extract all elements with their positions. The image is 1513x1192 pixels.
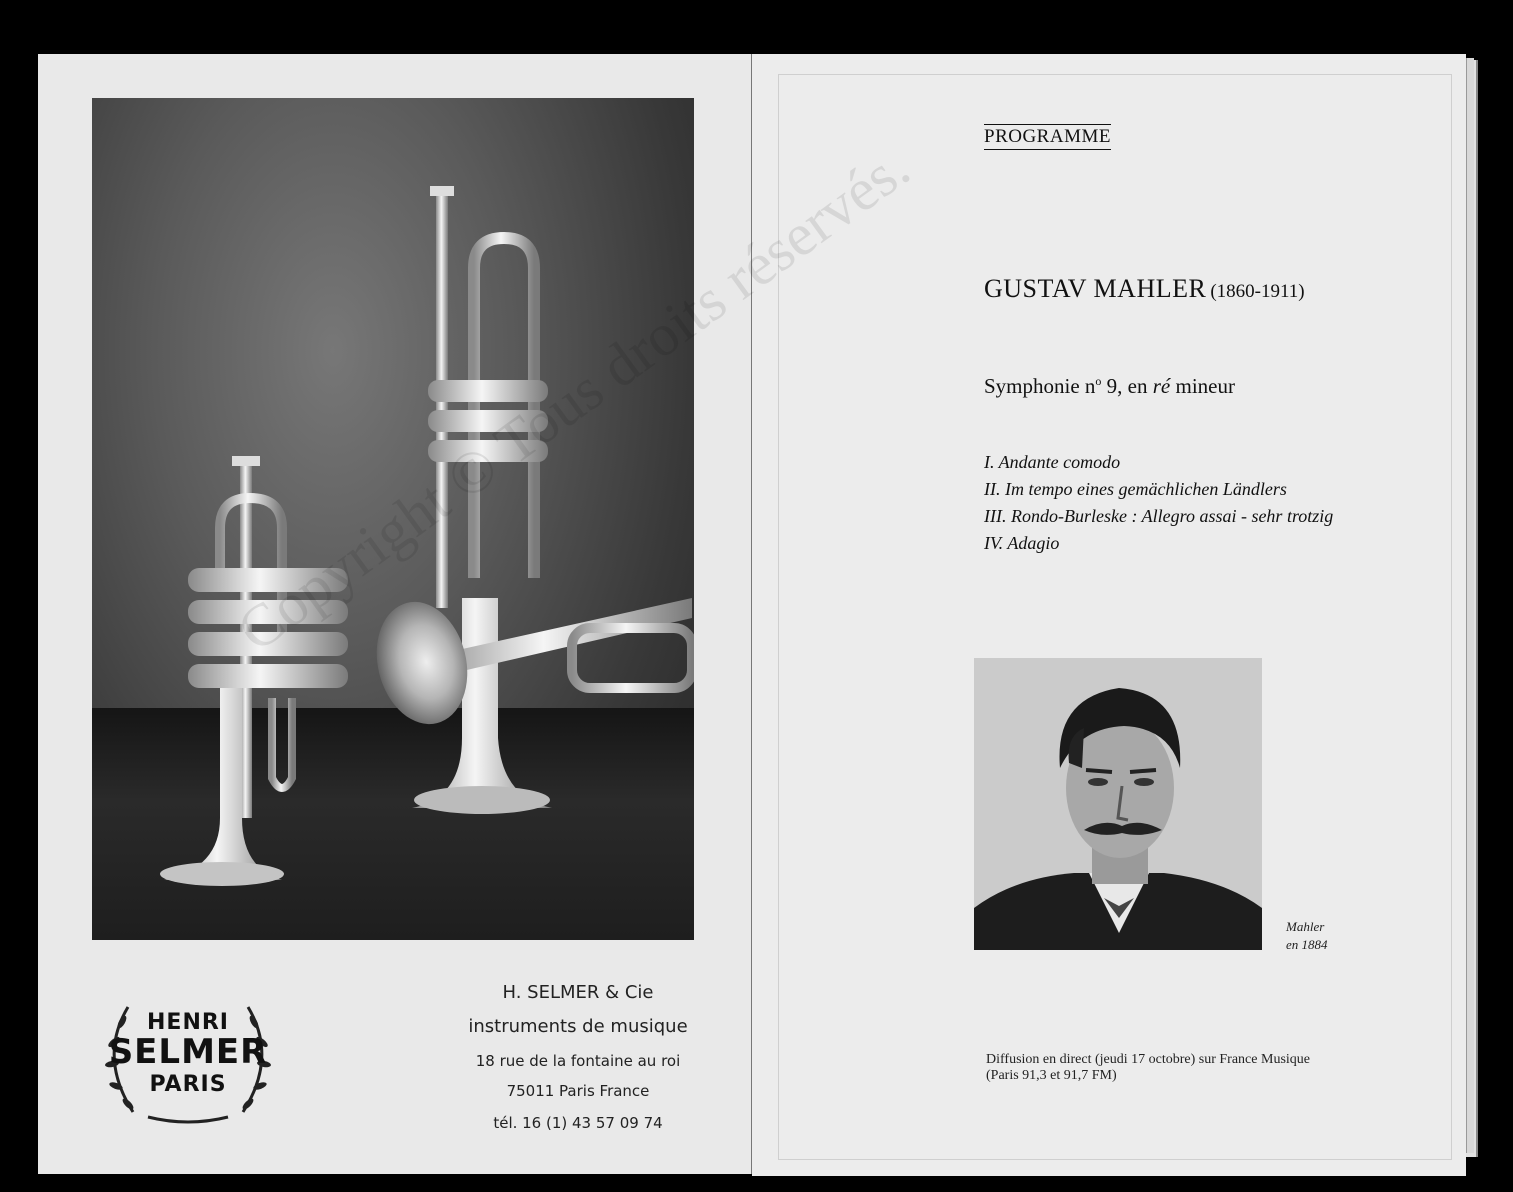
- caption-line: en 1884: [1286, 937, 1328, 952]
- movement-list: [984, 452, 1333, 560]
- logo-paris: PARIS: [149, 1072, 227, 1097]
- right-page-programme: [752, 54, 1466, 1176]
- work-key: ré: [1152, 374, 1171, 398]
- broadcast-line: (Paris 91,3 et 91,7 FM): [986, 1068, 1117, 1083]
- left-page-advertisement: [38, 54, 752, 1174]
- trumpets-photo: [92, 98, 694, 940]
- city-address: 75011 Paris France: [506, 1082, 650, 1100]
- advertiser-address: [458, 982, 698, 1132]
- caption-line: Mahler: [1286, 919, 1325, 934]
- composer-name: GUSTAV MAHLER: [984, 274, 1207, 303]
- movement-item: IV. Adagio: [984, 533, 1060, 553]
- page-title: PROGRAMME: [984, 124, 1111, 150]
- portrait-illustration: [974, 658, 1262, 950]
- work-title: [984, 374, 1235, 399]
- broadcast-line: Diffusion en direct (jeudi 17 octobre) sur France Musique: [986, 1052, 1310, 1067]
- logo-selmer: SELMER: [108, 1032, 268, 1072]
- mahler-portrait: [974, 658, 1262, 950]
- composer-dates: (1860-1911): [1210, 281, 1305, 302]
- logo-henri: HENRI: [147, 1010, 229, 1035]
- company-name: H. SELMER & Cie: [502, 982, 654, 1003]
- trumpets-illustration: [92, 98, 694, 940]
- work-suffix: mineur: [1170, 374, 1235, 398]
- page-edge: [1466, 58, 1474, 1153]
- scan-border: [0, 0, 1513, 18]
- composer-heading: [984, 274, 1305, 304]
- page-frame: [778, 74, 1452, 1160]
- movement-item: I. Andante comodo: [984, 452, 1121, 472]
- movement-item: II. Im tempo eines gemächlichen Ländlers: [984, 479, 1287, 499]
- movement-item: III. Rondo-Burleske : Allegro assai - sehr trotzig: [984, 506, 1334, 526]
- work-number-sup: o: [1095, 374, 1102, 388]
- work-middle: 9, en: [1101, 374, 1153, 398]
- phone-number: tél. 16 (1) 43 57 09 74: [493, 1114, 663, 1132]
- portrait-caption: [1286, 918, 1328, 954]
- street-address: 18 rue de la fontaine au roi: [475, 1052, 681, 1070]
- company-tagline: instruments de musique: [468, 1016, 688, 1037]
- work-prefix: Symphonie n: [984, 374, 1096, 398]
- broadcast-info: [986, 1052, 1310, 1084]
- selmer-logo: [88, 982, 288, 1132]
